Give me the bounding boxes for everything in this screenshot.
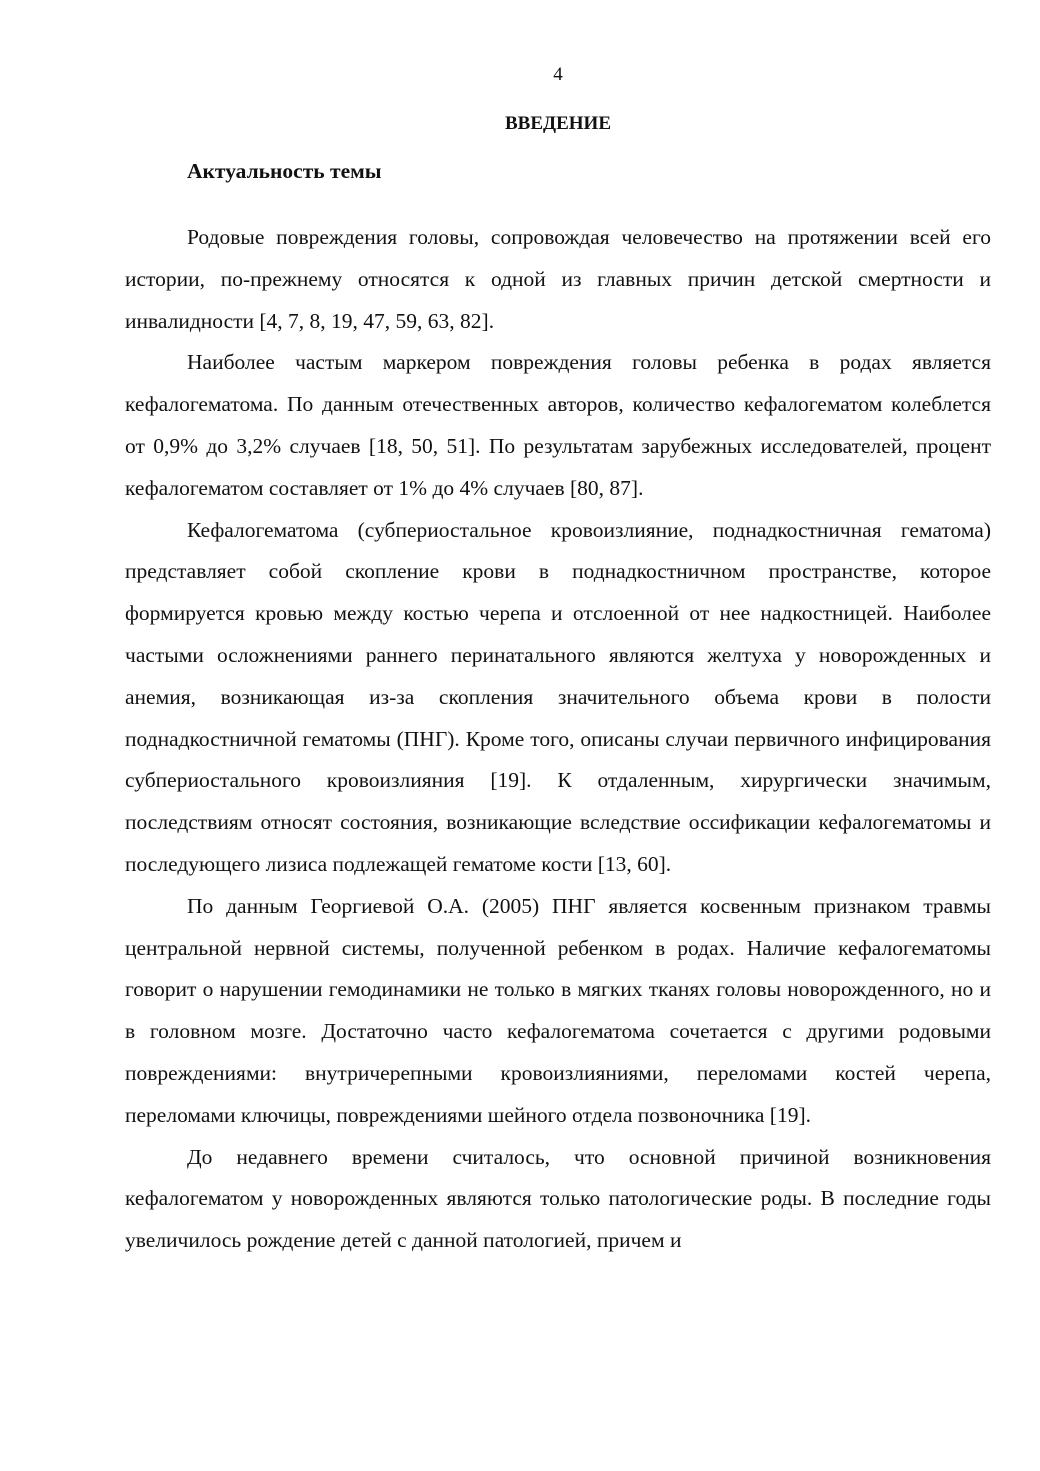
paragraph: Кефалогематома (субпериостальное кровоизлияние, поднадкостничная гематома) представляет собой скопление крови в поднадкостничном пространстве, которое формируется кровью между костью черепа и отслоенной от нее надкостницей. Наиболее частыми осложнениями раннего перинатального являются желтуха у новорожденных и анемия, возникающая из-за скопления значительного объема крови в полости поднадкостничной гематомы (ПНГ). Кроме того, описаны случаи первичного инфицирования субпериостального кровоизлияния [19]. К отдаленным, хирургически значимым, последствиям относят состояния, возникающие вследствие оссификации кефалогематомы и последующего лизиса подлежащей гематоме кости [13, 60]. bbox=[125, 517, 991, 876]
section-heading: ВВЕДЕНИЕ bbox=[505, 113, 611, 134]
paragraph: Родовые повреждения головы, сопровождая человечество на протяжении всей его истории, по-прежнему относятся к одной из главных причин детской смертности и инвалидности [4, 7, 8, 19, 47, 59, 63, 82]. bbox=[125, 225, 991, 333]
paragraph: Наиболее частым маркером повреждения головы ребенка в родах является кефалогематома. По данным отечественных авторов, количество кефалогематом колеблется от 0,9% до 3,2% случаев [18, 50, 51]. По результатам зарубежных исследователей, процент кефалогематом составляет от 1% до 4% случаев [80, 87]. bbox=[125, 350, 991, 500]
subsection-heading: Актуальность темы bbox=[187, 159, 382, 183]
page-number: 4 bbox=[553, 64, 563, 85]
body-text bbox=[125, 217, 991, 1262]
paragraph: До недавнего времени считалось, что основной причиной возникновения кефалогематом у новорожденных являются только патологические роды. В последние годы увеличилось рождение детей с данной патологией, причем и bbox=[125, 1144, 991, 1253]
paragraph: По данным Георгиевой О.А. (2005) ПНГ является косвенным признаком травмы центральной нервной системы, полученной ребенком в родах. Наличие кефалогематомы говорит о нарушении гемодинамики не только в мягких тканях головы новорожденного, но и в головном мозге. Достаточно часто кефалогематома сочетается с другими родовыми повреждениями: внутричерепными кровоизлияниями, переломами костей черепа, переломами ключицы, повреждениями шейного отдела позвоночника [19]. bbox=[125, 893, 991, 1127]
